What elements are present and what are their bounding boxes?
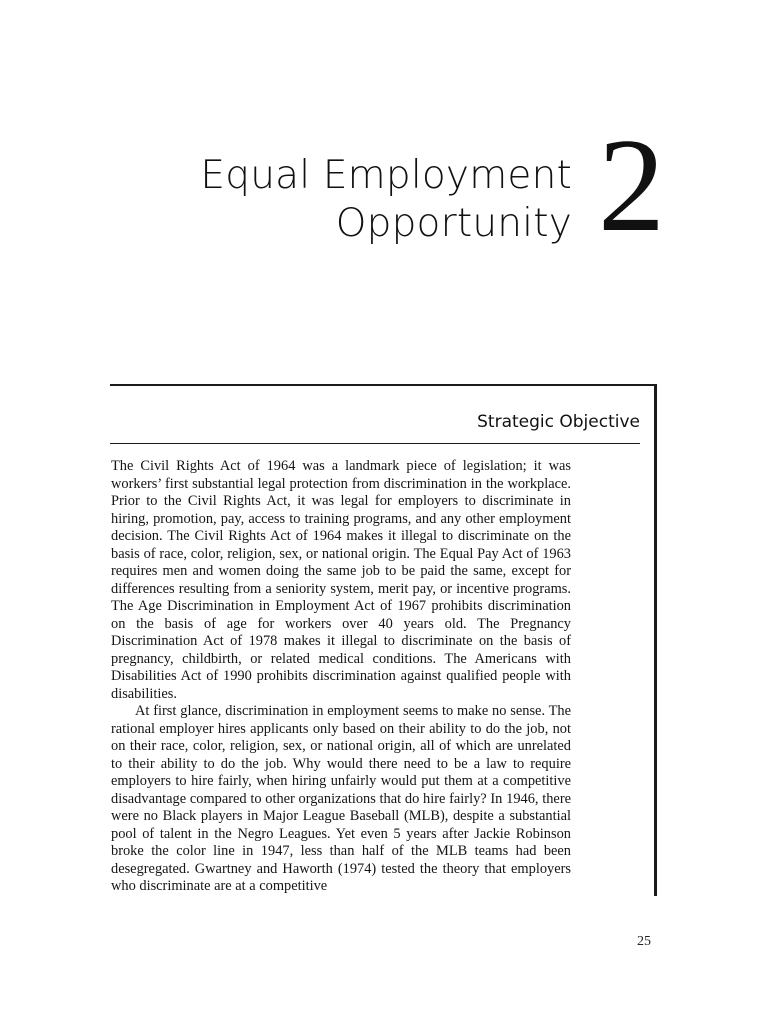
section-heading: Strategic Objective [477, 412, 640, 432]
section-top-rule [110, 384, 657, 386]
page-number: 25 [637, 934, 651, 949]
chapter-number: 2 [598, 111, 665, 259]
chapter-title-line-1: Equal Employment [200, 153, 572, 198]
paragraph-1: The Civil Rights Act of 1964 was a landmark piece of legislation; it was workers’ first substantial legal protection from discrimination in the workplace. Prior to the Civil Rights Act, it was legal for employers to discriminate in hiring, promotion, pay, access to training programs, and any other employment decision. The Civil Rights Act of 1964 makes it illegal to discriminate on the basis of race, color, religion, sex, or national origin. The Equal Pay Act of 1963 requires men and women doing the same job to be paid the same, except for differences resulting from a seniority system, merit pay, or incentive programs. The Age Discrimination in Employment Act of 1967 prohibits discrimination on the basis of age for workers over 40 years old. The Pregnancy Discrimination Act of 1978 makes it illegal to discriminate on the basis of pregnancy, childbirth, or related medical conditions. The Americans with Disabilities Act of 1990 prohibits discrimination against qualified people with disabilities. [111, 458, 571, 702]
section-side-rule [654, 384, 657, 896]
chapter-title-line-2: Opportunity [335, 201, 572, 246]
chapter-title [200, 152, 572, 248]
paragraph-2: At first glance, discrimination in employment seems to make no sense. The rational employer hires applicants only based on their ability to do the job, not on their race, color, religion, sex, or national origin, all of which are unrelated to their ability to do the job. Why would there need to be a law to require employers to hire fairly, when hiring unfairly would put them at a competitive disadvantage compared to other organizations that do hire fairly? In 1946, there were no Black players in Major League Baseball (MLB), despite a substantial pool of talent in the Negro Leagues. Yet even 5 years after Jackie Robinson broke the color line in 1947, less than half of the MLB teams had been desegregated. Gwartney and Haworth (1974) tested the theory that employers who discriminate are at a competitive [111, 703, 571, 894]
body-text [111, 458, 571, 896]
heading-underline [110, 443, 640, 444]
